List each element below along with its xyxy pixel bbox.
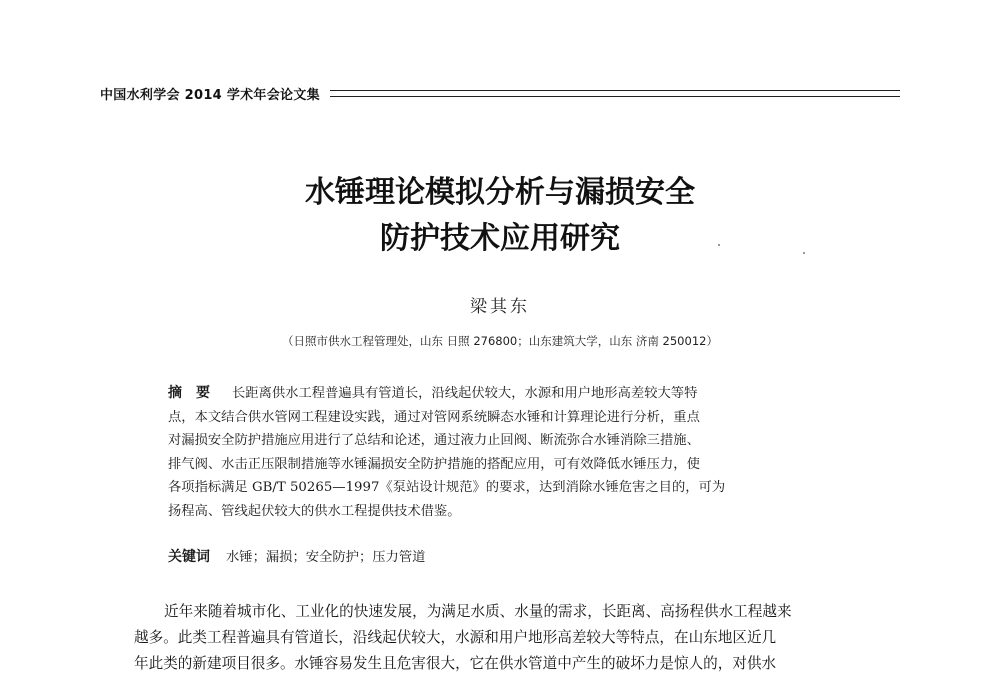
abstract-line: 对漏损安全防护措施应用进行了总结和论述，通过液力止回阀、断流弥合水锤消除三措施、 — [168, 433, 700, 448]
abstract-line: 点，本文结合供水管网工程建设实践，通过对管网系统瞬态水锤和计算理论进行分析，重点 — [168, 409, 700, 425]
body-line: 越多。此类工程普遍具有管道长，沿线起伏较大，水源和用户地形高差较大等特点，在山东地区近几 — [134, 629, 777, 646]
abstract-line — [168, 382, 868, 406]
header-double-rule — [330, 90, 900, 97]
scan-speck — [718, 244, 720, 246]
title-line-2: 防护技术应用研究 — [380, 221, 620, 256]
scan-speck — [803, 252, 805, 254]
abstract-block — [168, 382, 868, 523]
abstract-line-text: 长距离供水工程普遍具有管道长，沿线起伏较大，水源和用户地形高差较大等特 — [232, 386, 698, 401]
author-affiliation: （日照市供水工程管理处，山东 日照 276800；山东建筑大学，山东 济南 250012） — [282, 334, 718, 348]
abstract-label: 摘 要 — [168, 385, 210, 401]
running-header — [100, 82, 900, 104]
abstract-line: 扬程高、管线起伏较大的供水工程提供技术借鉴。 — [168, 503, 461, 519]
keywords-text: 水锤；漏损；安全防护；压力管道 — [226, 550, 426, 565]
body-line: 年此类的新建项目很多。水锤容易发生且危害很大，它在供水管道中产生的破坏力是惊人的，对供水 — [134, 655, 777, 672]
abstract-line: 排气阀、水击正压限制措施等水锤漏损安全防护措施的搭配应用，可有效降低水锤压力，使 — [168, 456, 700, 472]
journal-name: 中国水利学会 2014 学术年会论文集 — [100, 87, 320, 103]
abstract-line: 各项指标满足 GB/T 50265—1997《泵站设计规范》的要求，达到消除水锤危害之目的，可为 — [168, 480, 726, 495]
keywords-label: 关键词 — [168, 549, 210, 565]
author-name: 梁其东 — [470, 297, 530, 317]
paper-title — [0, 170, 1000, 262]
title-line-1: 水锤理论模拟分析与漏损安全 — [305, 175, 695, 210]
body-line: 近年来随着城市化、工业化的快速发展，为满足水质、水量的需求，长距离、高扬程供水工程越来 — [164, 603, 792, 620]
keywords-block — [168, 546, 425, 566]
body-paragraph — [134, 599, 874, 677]
